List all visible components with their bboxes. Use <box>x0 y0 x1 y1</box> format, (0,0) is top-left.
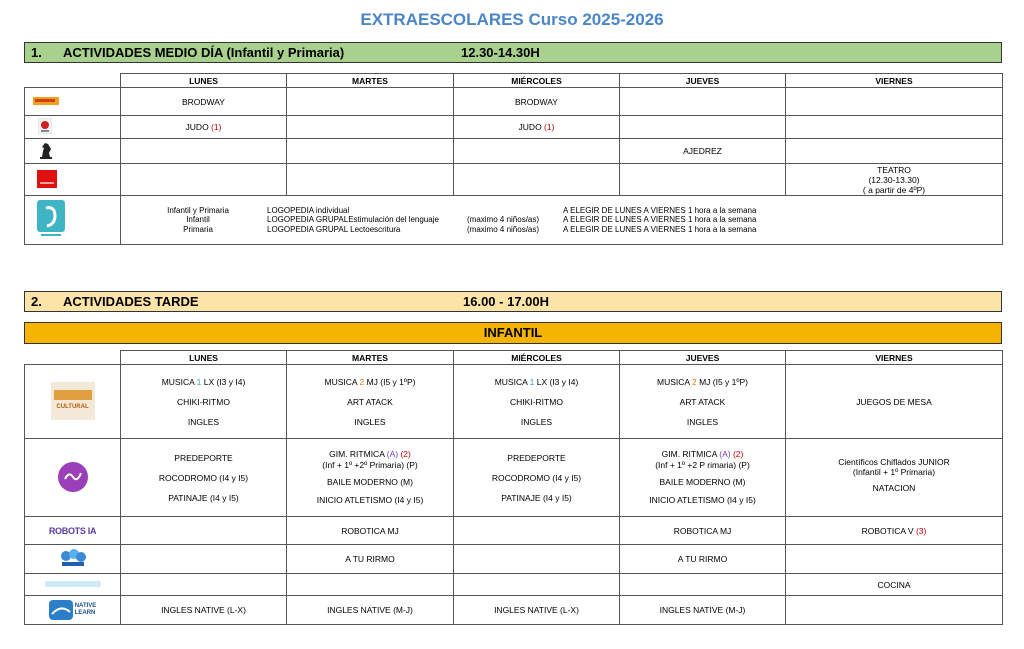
infantil-header: INFANTIL <box>24 322 1002 344</box>
section2-time: 16.00 - 17.00H <box>463 294 550 309</box>
table-row <box>25 88 1003 116</box>
corner-cell <box>25 74 121 88</box>
note-marker: (1) <box>544 122 555 132</box>
native-learn-icon <box>49 600 73 620</box>
logopedia-logo-icon <box>37 200 65 238</box>
header-martes: MARTES <box>287 74 454 88</box>
section2-header <box>24 291 1002 312</box>
t-r2-lunes: PREDEPORTE ROCODROMO (I4 y I5) PATINAJE (I4 y I5) <box>121 439 287 517</box>
t-r2-viernes: Científicos Chiflados JUNIOR (Infantil + 1º Primaria) NATACION <box>786 439 1003 517</box>
table-row <box>25 116 1003 139</box>
t-r3-lunes <box>121 517 287 545</box>
mid-r3-viernes <box>786 139 1003 164</box>
mid-r3-lunes <box>121 139 287 164</box>
t-r2-miercoles: PREDEPORTE ROCODROMO (I4 y I5) PATINAJE (I4 y I5) <box>454 439 620 517</box>
mid-r1-martes <box>287 88 454 116</box>
native-learn-logo: NATIVE LEARN <box>25 596 121 625</box>
mid-r3-jueves: AJEDREZ <box>620 139 786 164</box>
t-r1-viernes: JUEGOS DE MESA <box>786 365 1003 439</box>
t-r5-martes <box>287 574 454 596</box>
cooking-logo <box>25 574 121 596</box>
t-r6-lunes: INGLES NATIVE (L-X) <box>121 596 287 625</box>
theatre-logo-icon <box>37 170 57 188</box>
note-marker: (3) <box>915 525 927 536</box>
mid-r2-martes <box>287 116 454 139</box>
section1-number: 1. <box>31 45 42 60</box>
sports-logo-icon <box>53 459 93 495</box>
chess-logo <box>25 139 121 164</box>
t-r5-lunes <box>121 574 287 596</box>
table-row <box>25 517 1003 545</box>
cooking-logo-icon <box>45 580 101 588</box>
header-jueves: JUEVES <box>620 351 786 365</box>
t-r1-miercoles: MUSICA 1 LX (I3 y I4) CHIKI-RITMO INGLES <box>454 365 620 439</box>
sports-logo <box>25 439 121 517</box>
table-row <box>25 196 1003 245</box>
header-jueves: JUEVES <box>620 74 786 88</box>
t-r4-miercoles <box>454 545 620 574</box>
corner-cell <box>25 351 121 365</box>
rhythm-logo-icon <box>58 548 88 568</box>
header-martes: MARTES <box>287 351 454 365</box>
mid-r3-miercoles <box>454 139 620 164</box>
cultural-logo <box>25 365 121 439</box>
section1-label: ACTIVIDADES MEDIO DÍA (Infantil y Primaria) <box>63 45 345 60</box>
t-r3-martes: ROBOTICA MJ <box>287 517 454 545</box>
table-row <box>25 545 1003 574</box>
header-miercoles: MIÉRCOLES <box>454 74 620 88</box>
t-r1-martes: MUSICA 2 MJ (I5 y 1ºP) ART ATACK INGLES <box>287 365 454 439</box>
afternoon-table <box>24 350 1003 625</box>
mid-r4-jueves <box>620 164 786 196</box>
mid-r1-jueves <box>620 88 786 116</box>
mid-r4-lunes <box>121 164 287 196</box>
t-r4-martes: A TU RIRMO <box>287 545 454 574</box>
t-r4-viernes <box>786 545 1003 574</box>
t-r3-miercoles <box>454 517 620 545</box>
t-r4-lunes <box>121 545 287 574</box>
table-row <box>25 164 1003 196</box>
t-r3-jueves: ROBOTICA MJ <box>620 517 786 545</box>
t-r1-lunes: MUSICA 1 LX (I3 y I4) CHIKI-RITMO INGLES <box>121 365 287 439</box>
section1-time: 12.30-14.30H <box>461 45 540 60</box>
robots-logo-text: ROBOTS IA <box>48 525 97 536</box>
header-miercoles: MIÉRCOLES <box>454 351 620 365</box>
t-r1-jueves: MUSICA 2 MJ (I5 y 1ºP) ART ATACK INGLES <box>620 365 786 439</box>
list-item: Primaria LOGOPEDIA GRUPAL Lectoescritura (maximo 4 niños/as) A ELEGIR DE LUNES A VIERNES 1 hora a la semana <box>183 224 757 234</box>
mid-r2-lunes: JUDO (1) <box>121 116 287 139</box>
mid-r4-martes <box>287 164 454 196</box>
mid-r4-miercoles <box>454 164 620 196</box>
t-r2-martes: GIM. RITMICA (A) (2) (Inf + 1º +2º Primaria) (P) BAILE MODERNO (M) INICIO ATLETISMO (I4 y I5) <box>287 439 454 517</box>
header-lunes: LUNES <box>121 74 287 88</box>
table-row <box>25 596 1003 625</box>
t-r6-viernes <box>786 596 1003 625</box>
page-title: EXTRAESCOLARES Curso 2025-2026 <box>360 10 664 29</box>
rhythm-logo <box>25 545 121 574</box>
list-item: Infantil LOGOPEDIA GRUPALEstimulación del lenguaje (maximo 4 niños/as) A ELEGIR DE LUNES A VIERNES 1 hora a la semana <box>186 215 757 225</box>
mid-r2-jueves <box>620 116 786 139</box>
chess-knight-icon <box>38 141 54 159</box>
section2-number: 2. <box>31 294 42 309</box>
judo-logo-icon <box>38 118 52 134</box>
section2-label: ACTIVIDADES TARDE <box>63 294 199 309</box>
list-item: Infantil y Primaria LOGOPEDIA individual A ELEGIR DE LUNES A VIERNES 1 hora a la semana <box>167 205 757 215</box>
t-r2-jueves: GIM. RITMICA (A) (2) (Inf + 1º +2 P rimaria) (P) BAILE MODERNO (M) INICIO ATLETISMO (I4 y I5) <box>620 439 786 517</box>
brodway-logo-icon <box>33 96 59 106</box>
midday-table <box>24 73 1003 245</box>
judo-logo <box>25 116 121 139</box>
mid-r2-miercoles: JUDO (1) <box>454 116 620 139</box>
table-row <box>25 139 1003 164</box>
t-r6-jueves: INGLES NATIVE (M-J) <box>620 596 786 625</box>
t-r5-viernes: COCINA <box>786 574 1003 596</box>
t-r5-miercoles <box>454 574 620 596</box>
mid-r1-lunes: BRODWAY <box>121 88 287 116</box>
t-r4-jueves: A TU RIRMO <box>620 545 786 574</box>
brodway-logo <box>25 88 121 116</box>
table-row <box>25 574 1003 596</box>
t-r6-miercoles: INGLES NATIVE (L-X) <box>454 596 620 625</box>
header-lunes: LUNES <box>121 351 287 365</box>
theatre-logo <box>25 164 121 196</box>
t-r6-martes: INGLES NATIVE (M-J) <box>287 596 454 625</box>
table-row <box>25 365 1003 439</box>
t-r5-jueves <box>620 574 786 596</box>
mid-r2-viernes <box>786 116 1003 139</box>
header-viernes: VIERNES <box>786 351 1003 365</box>
robots-logo <box>25 517 121 545</box>
mid-r4-viernes: TEATRO (12.30-13.30) ( a partir de 4ºP) <box>786 164 1003 196</box>
t-r3-viernes: ROBOTICA V (3) <box>786 517 1003 545</box>
mid-r3-martes <box>287 139 454 164</box>
cultural-logo-icon: CULTURAL <box>51 382 95 420</box>
header-viernes: VIERNES <box>786 74 1003 88</box>
logopedia-logo <box>25 196 121 245</box>
note-marker: (1) <box>211 122 222 132</box>
mid-r1-miercoles: BRODWAY <box>454 88 620 116</box>
mid-r1-viernes <box>786 88 1003 116</box>
table-row <box>25 439 1003 517</box>
section1-header <box>24 42 1002 63</box>
logopedia-cell <box>121 196 1003 245</box>
